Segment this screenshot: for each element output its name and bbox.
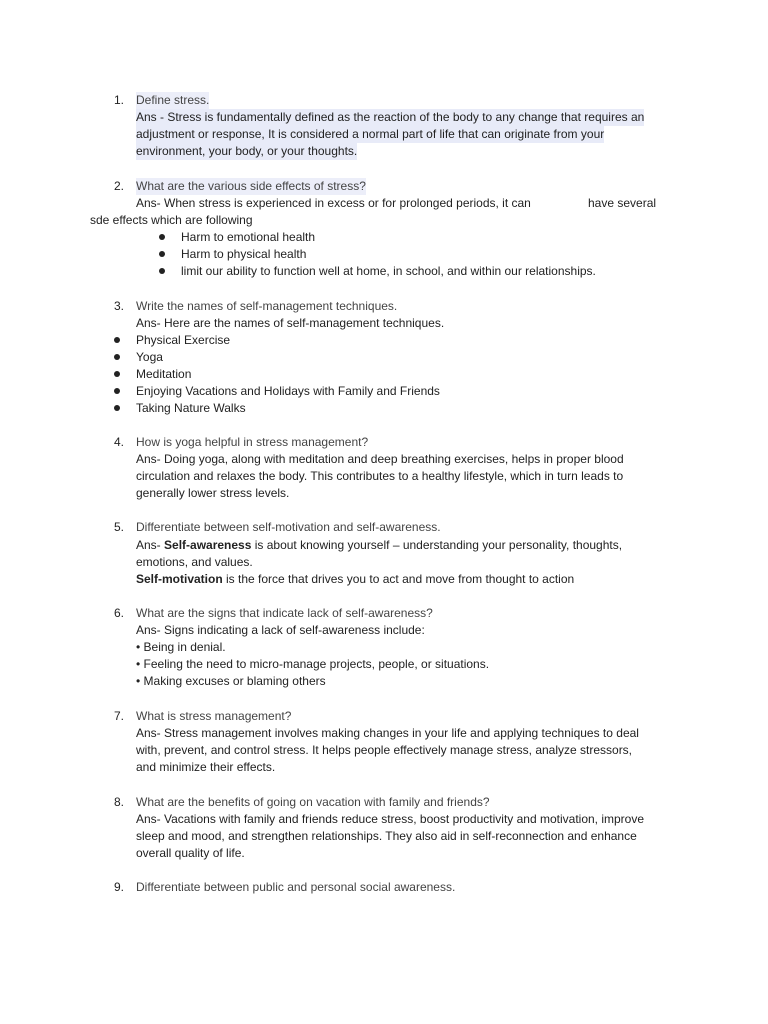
- q6-item-1: • Being in denial.: [136, 640, 226, 654]
- q3-question: Write the names of self-management techniques.: [136, 299, 398, 313]
- q6-question: What are the signs that indicate lack of self-awareness?: [136, 606, 433, 620]
- q2-answer-line-1a: Ans- When stress is experienced in excess or for prolonged periods, it can: [136, 196, 531, 210]
- q3-bullet-2: Yoga: [136, 350, 163, 364]
- q3-bullet-4: Enjoying Vacations and Holidays with Family and Friends: [136, 384, 440, 398]
- bullet-icon: [114, 337, 120, 343]
- q8-question: What are the benefits of going on vacation with family and friends?: [136, 795, 490, 809]
- q7-answer-line-2: with, prevent, and control stress. It helps people effectively manage stress, analyze stressors,: [136, 743, 633, 757]
- q4-answer-line-2: circulation and relaxes the body. This contributes to a healthy lifestyle, which in turn leads to: [136, 469, 624, 483]
- q9-number: 9.: [113, 880, 124, 894]
- q1-answer-line-2: adjustment or response, It is considered a normal part of life that can originate from your: [136, 127, 605, 141]
- q5-answer-prefix: Ans-: [136, 538, 165, 552]
- q1-number: 1.: [113, 93, 124, 107]
- q3-number: 3.: [113, 299, 124, 313]
- q6-number: 6.: [113, 606, 124, 620]
- q5-term-self-awareness: Self-awareness: [164, 538, 252, 552]
- q5-question: Differentiate between self-motivation and self-awareness.: [136, 520, 441, 534]
- q3-bullet-3: Meditation: [136, 367, 192, 381]
- q5-answer-line-1: [136, 537, 622, 554]
- q5-answer-line-3-rest: is the force that drives you to act and move from thought to action: [222, 572, 575, 586]
- bullet-icon: [114, 371, 120, 377]
- q3-answer: Ans- Here are the names of self-management techniques.: [136, 316, 445, 330]
- q1-answer-line-3: environment, your body, or your thoughts.: [136, 144, 358, 158]
- q7-answer-line-3: and minimize their effects.: [136, 760, 276, 774]
- q7-number: 7.: [113, 709, 124, 723]
- q7-answer-line-1: Ans- Stress management involves making changes in your life and applying techniques to deal: [136, 726, 639, 740]
- q3-bullet-5: Taking Nature Walks: [136, 401, 246, 415]
- q4-answer-line-1: Ans- Doing yoga, along with meditation and deep breathing exercises, helps in proper blood: [136, 452, 624, 466]
- q4-question: How is yoga helpful in stress management?: [136, 435, 369, 449]
- q5-answer-line-3: [136, 571, 574, 588]
- q2-number: 2.: [113, 179, 124, 193]
- q8-answer-line-1: Ans- Vacations with family and friends reduce stress, boost productivity and motivation, improve: [136, 812, 645, 826]
- q6-answer: Ans- Signs indicating a lack of self-awareness include:: [136, 623, 425, 637]
- q2-question: What are the various side effects of stress?: [136, 179, 366, 193]
- bullet-icon: [114, 354, 120, 360]
- q1-answer-line-1: Ans - Stress is fundamentally defined as the reaction of the body to any change that requires an: [136, 110, 645, 124]
- bullet-icon: [114, 388, 120, 394]
- q8-number: 8.: [113, 795, 124, 809]
- bullet-icon: [159, 251, 165, 257]
- q9-question: Differentiate between public and personal social awareness.: [136, 880, 456, 894]
- q5-term-self-motivation: Self-motivation: [136, 572, 223, 586]
- q5-number: 5.: [113, 520, 124, 534]
- q2-answer-line-2: sde effects which are following: [90, 213, 253, 227]
- q4-answer-line-3: generally lower stress levels.: [136, 486, 290, 500]
- bullet-icon: [159, 268, 165, 274]
- q8-answer-line-3: overall quality of life.: [136, 846, 245, 860]
- q1-question: Define stress.: [136, 93, 210, 107]
- q5-answer-line-1-rest: is about knowing yourself – understanding your personality, thoughts,: [251, 538, 623, 552]
- q7-question: What is stress management?: [136, 709, 292, 723]
- q5-answer-line-2: emotions, and values.: [136, 555, 253, 569]
- q6-item-2: • Feeling the need to micro-manage projects, people, or situations.: [136, 657, 490, 671]
- q8-answer-line-2: sleep and mood, and strengthen relationships. They also aid in self-reconnection and enhance: [136, 829, 637, 843]
- q4-number: 4.: [113, 435, 124, 449]
- q3-bullet-1: Physical Exercise: [136, 333, 231, 347]
- bullet-icon: [114, 405, 120, 411]
- q2-bullet-2: Harm to physical health: [181, 247, 307, 261]
- q2-bullet-3: limit our ability to function well at home, in school, and within our relationships.: [181, 264, 596, 278]
- bullet-icon: [159, 234, 165, 240]
- q2-bullet-1: Harm to emotional health: [181, 230, 316, 244]
- q6-item-3: • Making excuses or blaming others: [136, 674, 326, 688]
- q2-answer-line-1b: have several: [588, 196, 657, 210]
